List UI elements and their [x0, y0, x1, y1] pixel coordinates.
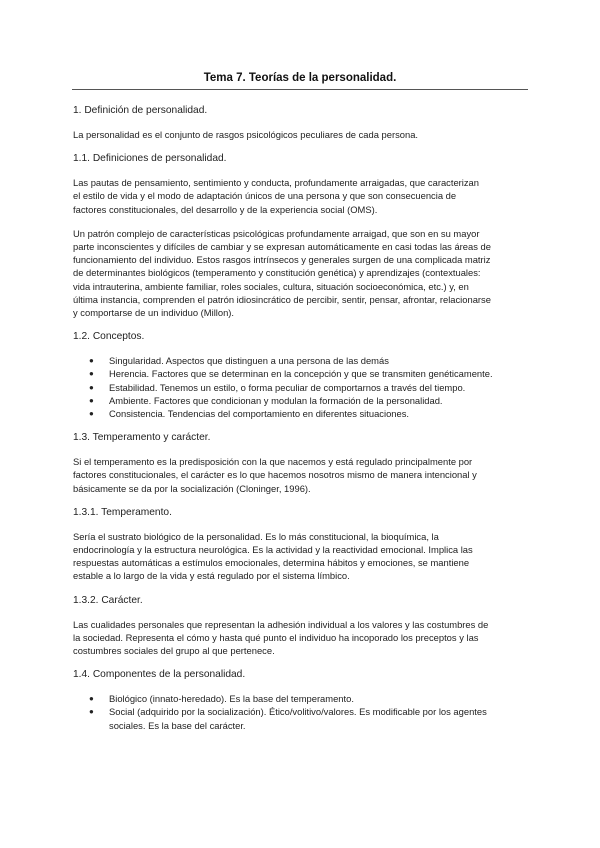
paragraph	[73, 530, 529, 583]
section-heading: 1.3. Temperamento y carácter.	[73, 432, 211, 444]
list-item-text: Ambiente. Factores que condicionan y modulan la formación de la personalidad.	[109, 394, 443, 406]
list-item-text: Social (adquirido por la socialización). Ético/volitivo/valores. Es modificable por los agentes	[109, 706, 487, 718]
list-item	[73, 705, 529, 731]
paragraph-line: respuestas automáticas a estímulos emocionales, determina hábitos y emociones, se mantiene	[73, 557, 470, 569]
list-item-text: Estabilidad. Tenemos un estilo, o forma peculiar de comportarnos a través del tiempo.	[109, 381, 466, 393]
title-divider	[72, 89, 528, 90]
paragraph	[73, 128, 529, 141]
bullet-list	[73, 692, 529, 732]
section-heading: 1.1. Definiciones de personalidad.	[73, 153, 227, 165]
list-item-text: Consistencia. Tendencias del comportamiento en diferentes situaciones.	[109, 408, 409, 420]
bullet-icon: ●	[89, 707, 94, 717]
paragraph-line: Las pautas de pensamiento, sentimiento y conducta, profundamente arraigadas, que caracterizan	[73, 177, 479, 189]
paragraph-line: costumbres sociales del grupo al que pertenece.	[73, 645, 275, 657]
section-heading: 1.3.1. Temperamento.	[73, 506, 172, 518]
bullet-icon: ●	[89, 356, 94, 366]
paragraph	[73, 176, 529, 216]
list-item	[73, 354, 529, 367]
bullet-icon: ●	[89, 369, 94, 379]
paragraph-line: el estilo de vida y el modo de adaptación únicos de una persona y que son consecuencia de	[73, 190, 457, 202]
paragraph-line: Un patrón complejo de características psicológicas profundamente arraigad, que son en su mayor	[73, 227, 480, 239]
list-item-text: Biológico (innato-heredado). Es la base del temperamento.	[109, 693, 354, 705]
paragraph-line: última instancia, comprenden el patrón idiosincrático de percibir, sentir, pensar, afrontar, relacionarse	[73, 293, 491, 305]
document-body	[73, 104, 529, 743]
list-item	[73, 692, 529, 705]
section-heading: 1.3.2. Carácter.	[73, 594, 143, 606]
section-heading: 1.2. Conceptos.	[73, 331, 145, 343]
list-item-text: Singularidad. Aspectos que distinguen a una persona de las demás	[109, 355, 389, 367]
paragraph-line: Si el temperamento es la predisposición con la que nacemos y está regulado principalmente por	[73, 456, 473, 468]
bullet-icon: ●	[89, 694, 94, 704]
paragraph-line: factores constitucionales, el carácter es lo que hacemos nosotros mismo de manera intencional y	[73, 469, 477, 481]
paragraph-line: y comportarse de un individuo (Millon).	[73, 307, 235, 319]
bullet-list	[73, 354, 529, 420]
list-item	[73, 381, 529, 394]
bullet-icon: ●	[89, 395, 94, 405]
list-item-text: sociales. Es la base del carácter.	[109, 719, 246, 731]
paragraph-line: básicamente se da por la socialización (Cloninger, 1996).	[73, 482, 311, 494]
list-item	[73, 394, 529, 407]
paragraph	[73, 618, 529, 658]
list-item-text: Herencia. Factores que se determinan en la concepción y que se transmiten genéticamente.	[109, 368, 493, 380]
paragraph-line: La personalidad es el conjunto de rasgos psicológicos peculiares de cada persona.	[73, 129, 419, 140]
paragraph-line: la sociedad. Representa el cómo y hasta qué punto el individuo ha incoporado los preceptos y las	[73, 631, 479, 643]
bullet-icon: ●	[89, 382, 94, 392]
bullet-icon: ●	[89, 409, 94, 419]
section-heading: 1. Definición de personalidad.	[73, 105, 208, 116]
paragraph-line: de determinantes biológicos (temperamento y constitución genética) y aprendizajes (contextuales:	[73, 267, 481, 279]
paragraph-line: funcionamiento del individuo. Estos rasgos intrínsecos y generales surgen de una complicada matriz	[73, 254, 491, 266]
paragraph-line: estable a lo largo de la vida y está regulado por el sistema límbico.	[73, 570, 350, 582]
section-heading: 1.4. Componentes de la personalidad.	[73, 669, 246, 681]
paragraph-line: vida intrauterina, ambiente familiar, roles sociales, cultura, situación socioeconómica, etc.) y, en	[73, 280, 469, 292]
paragraph-line: parte inconscientes y difíciles de cambiar y se expresan automáticamente en casi todas las áreas de	[73, 241, 491, 253]
document-title: Tema 7. Teorías de la personalidad.	[203, 72, 397, 84]
paragraph-line: endocrinología y la estructura neurológica. Es la actividad y la reactividad emocional. Implica las	[73, 544, 473, 556]
paragraph-line: Las cualidades personales que representan la adhesión individual a los valores y las costumbres de	[73, 618, 489, 630]
paragraph-line: Sería el sustrato biológico de la personalidad. Es lo más constitucional, la bioquímica, la	[73, 530, 439, 542]
paragraph	[73, 227, 529, 319]
list-item	[73, 367, 529, 380]
list-item	[73, 407, 529, 420]
paragraph	[73, 455, 529, 495]
paragraph-line: factores constitucionales, del desarrollo y de la experiencia social (OMS).	[73, 203, 378, 215]
